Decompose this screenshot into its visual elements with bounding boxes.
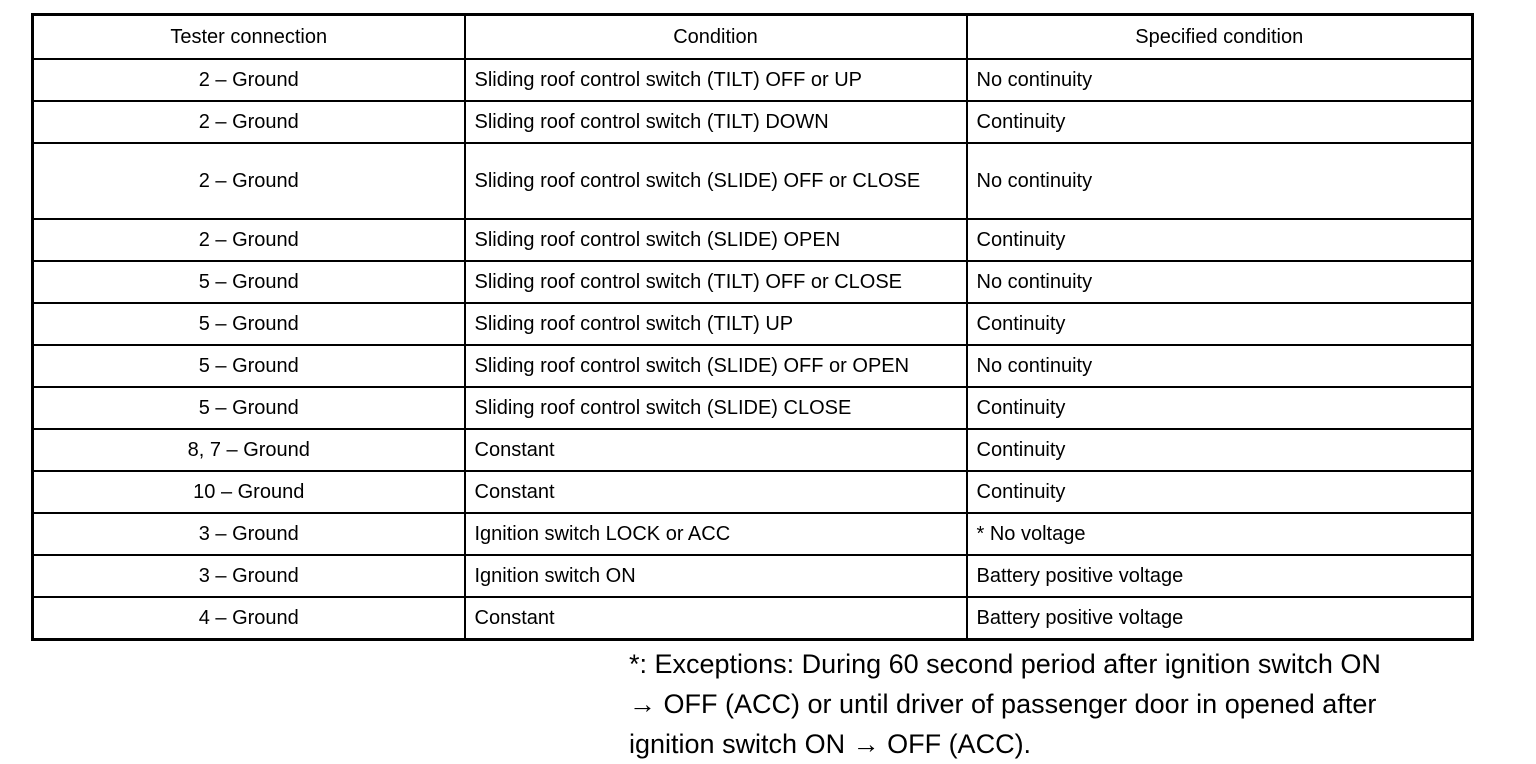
exceptions-footnote: *: Exceptions: During 60 second period after ignition switch ON → OFF (ACC) or until driver of passenger door in opened after ignition switch ON → OFF (ACC). xyxy=(629,649,1381,759)
table-row xyxy=(33,387,1473,429)
table-row xyxy=(33,101,1473,143)
condition-cell xyxy=(465,143,967,219)
tester-connection-cell: 10 – Ground xyxy=(33,471,465,513)
specified-condition-cell: Continuity xyxy=(967,387,1473,429)
table-row xyxy=(33,513,1473,555)
specified-condition-cell: * No voltage xyxy=(967,513,1473,555)
tester-connection-cell: 4 – Ground xyxy=(33,597,465,639)
condition-cell: Constant xyxy=(465,597,967,639)
table-row xyxy=(33,597,1473,639)
tester-connection-cell: 3 – Ground xyxy=(33,555,465,597)
tester-connection-cell: 3 – Ground xyxy=(33,513,465,555)
condition-cell: Constant xyxy=(465,429,967,471)
specified-condition-cell: Continuity xyxy=(967,429,1473,471)
tester-connection-cell: 2 – Ground xyxy=(33,219,465,261)
specified-condition-cell: Continuity xyxy=(967,219,1473,261)
condition-cell: Sliding roof control switch (SLIDE) OPEN xyxy=(465,219,967,261)
specified-condition-cell: Battery positive voltage xyxy=(967,597,1473,639)
tester-connection-cell: 5 – Ground xyxy=(33,303,465,345)
table-row xyxy=(33,345,1473,387)
tester-connection-cell: 2 – Ground xyxy=(33,101,465,143)
condition-text: Sliding roof control switch (SLIDE) OFF or CLOSE xyxy=(474,170,921,192)
header-condition: Condition xyxy=(465,15,967,60)
specified-condition-cell: Continuity xyxy=(967,471,1473,513)
tester-connection-cell: 2 – Ground xyxy=(33,143,465,219)
condition-cell: Sliding roof control switch (SLIDE) OFF or OPEN xyxy=(465,345,967,387)
tester-connection-cell: 5 – Ground xyxy=(33,387,465,429)
table-row xyxy=(33,555,1473,597)
table-row xyxy=(33,429,1473,471)
condition-cell: Ignition switch LOCK or ACC xyxy=(465,513,967,555)
specified-condition-cell: Continuity xyxy=(967,101,1473,143)
tester-spec-table xyxy=(31,13,1474,641)
specified-condition-cell: Continuity xyxy=(967,303,1473,345)
condition-cell: Sliding roof control switch (SLIDE) CLOSE xyxy=(465,387,967,429)
condition-cell: Sliding roof control switch (TILT) UP xyxy=(465,303,967,345)
tester-connection-cell: 5 – Ground xyxy=(33,345,465,387)
tester-connection-cell: 8, 7 – Ground xyxy=(33,429,465,471)
table-row xyxy=(33,143,1473,219)
table-row xyxy=(33,471,1473,513)
header-specified-condition: Specified condition xyxy=(967,15,1473,60)
table-header-row xyxy=(33,15,1473,60)
table-row xyxy=(33,303,1473,345)
condition-cell: Sliding roof control switch (TILT) OFF or CLOSE xyxy=(465,261,967,303)
specified-condition-cell: No continuity xyxy=(967,345,1473,387)
tester-connection-cell: 2 – Ground xyxy=(33,59,465,101)
condition-cell: Constant xyxy=(465,471,967,513)
table-row xyxy=(33,219,1473,261)
condition-cell: Sliding roof control switch (TILT) DOWN xyxy=(465,101,967,143)
condition-cell: Ignition switch ON xyxy=(465,555,967,597)
table-row xyxy=(33,59,1473,101)
tester-connection-cell: 5 – Ground xyxy=(33,261,465,303)
specified-condition-cell: No continuity xyxy=(967,261,1473,303)
specified-condition-cell: No continuity xyxy=(967,59,1473,101)
specified-condition-cell: No continuity xyxy=(967,143,1473,219)
specified-condition-cell: Battery positive voltage xyxy=(967,555,1473,597)
header-tester-connection: Tester connection xyxy=(33,15,465,60)
condition-cell: Sliding roof control switch (TILT) OFF or UP xyxy=(465,59,967,101)
table-row xyxy=(33,261,1473,303)
